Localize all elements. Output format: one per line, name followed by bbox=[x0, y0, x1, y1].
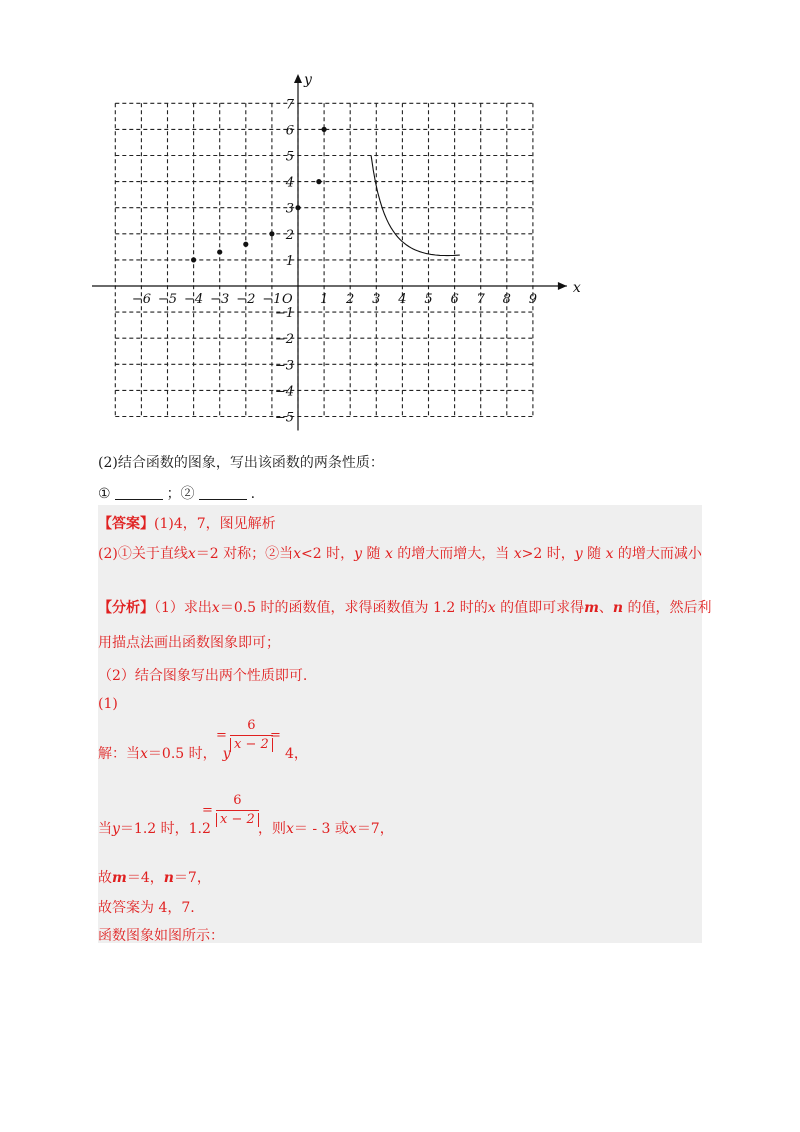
answer-section bbox=[98, 505, 712, 944]
fraction-2-bar bbox=[216, 810, 259, 811]
y-tick-label: −4 bbox=[274, 384, 294, 400]
blank-2[interactable] bbox=[199, 485, 247, 500]
analysis-p1-d: 、 bbox=[598, 600, 613, 616]
solution-line-3 bbox=[98, 867, 211, 887]
var-m: m bbox=[584, 600, 599, 616]
y-tick-label: −5 bbox=[274, 410, 294, 426]
data-point bbox=[322, 127, 327, 132]
var-x: x bbox=[286, 821, 294, 837]
analysis-line-3: （2）结合图象写出两个性质即可. bbox=[98, 668, 308, 684]
solution-part1-label: (1) bbox=[98, 696, 118, 712]
blank1-prefix: ① bbox=[98, 486, 111, 502]
sol1-eq-sign-2: = bbox=[270, 728, 281, 743]
sol2-c: ，则 bbox=[258, 821, 286, 837]
answer-l2-b: ＝2 对称；②当 bbox=[195, 546, 294, 562]
sol1-eq-sign: = bbox=[216, 728, 227, 743]
var-m: m bbox=[112, 870, 127, 886]
fraction-2 bbox=[216, 794, 259, 827]
sol2-eq-sign: = bbox=[202, 803, 213, 818]
x-tick-label: 5 bbox=[424, 292, 433, 307]
answer-line-2 bbox=[98, 543, 702, 563]
y-tick-label: 6 bbox=[285, 123, 294, 139]
sol1-result: 4， bbox=[285, 746, 308, 762]
blank-separator: ；② bbox=[166, 486, 195, 502]
question-part2: (2)结合函数的图象，写出该函数的两条性质： bbox=[98, 455, 384, 471]
sol2-b: ＝1.2 时，1.2 bbox=[119, 821, 211, 837]
x-axis-arrow bbox=[558, 282, 567, 290]
y-tick-label: 4 bbox=[285, 175, 294, 191]
y-axis-arrow bbox=[294, 74, 302, 83]
var-x: x bbox=[513, 546, 522, 562]
question-end: . bbox=[250, 486, 256, 502]
analysis-line-1 bbox=[98, 597, 712, 617]
x-tick-label: −3 bbox=[210, 292, 230, 307]
solution-line-1 bbox=[98, 743, 231, 763]
data-point bbox=[243, 242, 248, 247]
solution-line-2 bbox=[98, 818, 211, 838]
y-tick-label: 2 bbox=[285, 227, 294, 243]
function-curve bbox=[371, 156, 460, 256]
analysis-label: 【分析】 bbox=[98, 600, 154, 616]
var-x: x bbox=[187, 546, 196, 562]
var-x: x bbox=[348, 821, 357, 837]
solution-line-5: 函数图象如图所示： bbox=[98, 928, 224, 944]
fraction-1 bbox=[230, 719, 273, 752]
x-tick-label: 4 bbox=[398, 292, 407, 307]
var-x: x bbox=[293, 546, 302, 562]
sol2-a: 当 bbox=[98, 821, 112, 837]
fraction-1-denominator: x − 2 bbox=[230, 738, 273, 752]
var-x: x bbox=[211, 600, 220, 616]
sol2-d: ＝ - 3 或 bbox=[293, 821, 349, 837]
var-y: y bbox=[354, 546, 363, 562]
var-x: x bbox=[140, 746, 148, 762]
answer-l2-d: <2 时， bbox=[301, 546, 355, 562]
answer-l2-l: 随 bbox=[582, 546, 606, 562]
x-tick-label: −1 bbox=[262, 292, 282, 307]
solution-line-4: 故答案为 4，7. bbox=[98, 900, 195, 916]
analysis-p1-e: 的值，然后利 bbox=[623, 600, 712, 616]
x-tick-label: 6 bbox=[450, 292, 459, 307]
x-tick-label: 2 bbox=[346, 292, 355, 307]
data-point bbox=[316, 179, 321, 184]
var-n: n bbox=[163, 870, 174, 886]
answer-l2-j: >2 时， bbox=[521, 546, 575, 562]
var-x: x bbox=[384, 546, 393, 562]
sol3-b: ＝4， bbox=[126, 870, 164, 886]
y-axis-label: y bbox=[304, 72, 312, 88]
graph-svg bbox=[90, 72, 581, 430]
answer-l2-a: (2)①关于直线 bbox=[98, 546, 188, 562]
origin-label: O bbox=[282, 292, 293, 307]
x-tick-label: −4 bbox=[184, 292, 204, 307]
analysis-p1-b: ＝0.5 时的函数值，求得函数值为 1.2 时的 bbox=[219, 600, 488, 616]
function-graph bbox=[90, 72, 581, 430]
x-tick-label: −5 bbox=[157, 292, 178, 307]
x-tick-label: 1 bbox=[319, 292, 329, 307]
x-tick-label: 8 bbox=[502, 292, 511, 307]
x-tick-label: −6 bbox=[131, 292, 151, 307]
y-tick-label: 5 bbox=[285, 149, 294, 165]
answer-label: 【答案】 bbox=[98, 516, 154, 532]
answer-l2-n: 的增大而减小 bbox=[613, 546, 702, 562]
var-n: n bbox=[612, 600, 624, 616]
data-point bbox=[217, 249, 222, 254]
x-tick-label: −2 bbox=[236, 292, 256, 307]
x-tick-label: 9 bbox=[528, 292, 538, 307]
blank-1[interactable] bbox=[115, 485, 163, 500]
solution-line-2-rest bbox=[258, 818, 394, 838]
y-tick-label: 3 bbox=[285, 201, 294, 217]
var-x: x bbox=[487, 600, 496, 616]
analysis-p1-c: 的值即可求得 bbox=[495, 600, 585, 616]
data-point bbox=[191, 257, 196, 262]
x-tick-label: 7 bbox=[476, 292, 485, 307]
fraction-2-denominator: x − 2 bbox=[216, 813, 259, 827]
answer-line-1 bbox=[98, 513, 276, 533]
y-tick-label: −3 bbox=[274, 358, 294, 374]
x-tick-label: 3 bbox=[372, 292, 381, 307]
var-y: y bbox=[574, 546, 583, 562]
analysis-line-2: 用描点法画出函数图象即可； bbox=[98, 635, 280, 651]
data-point bbox=[295, 205, 300, 210]
sol3-c: ＝7， bbox=[173, 870, 211, 886]
question-blanks bbox=[98, 483, 255, 503]
sol3-a: 故 bbox=[98, 870, 112, 886]
var-x: x bbox=[605, 546, 614, 562]
fraction-1-bar bbox=[230, 735, 273, 736]
y-tick-label: −1 bbox=[274, 306, 294, 322]
sol1-a: 解：当 bbox=[98, 746, 140, 762]
sol2-e: ＝7， bbox=[356, 821, 394, 837]
var-y: y bbox=[112, 821, 120, 837]
x-axis-label: x bbox=[572, 280, 581, 296]
fraction-1-numerator: 6 bbox=[247, 718, 256, 733]
data-point bbox=[269, 231, 274, 236]
sol1-b: ＝0.5 时， bbox=[147, 746, 217, 762]
answer-l2-h: 的增大而增大，当 bbox=[392, 546, 514, 562]
fraction-2-numerator: 6 bbox=[233, 793, 242, 808]
var-y: y bbox=[222, 746, 231, 762]
analysis-p1-a: （1）求出 bbox=[154, 600, 212, 616]
y-tick-label: 1 bbox=[285, 253, 294, 269]
answer-part1: (1)4，7，图见解析 bbox=[154, 516, 276, 532]
answer-l2-f: 随 bbox=[362, 546, 385, 562]
y-tick-label: −2 bbox=[274, 332, 294, 348]
y-tick-label: 7 bbox=[285, 97, 294, 113]
